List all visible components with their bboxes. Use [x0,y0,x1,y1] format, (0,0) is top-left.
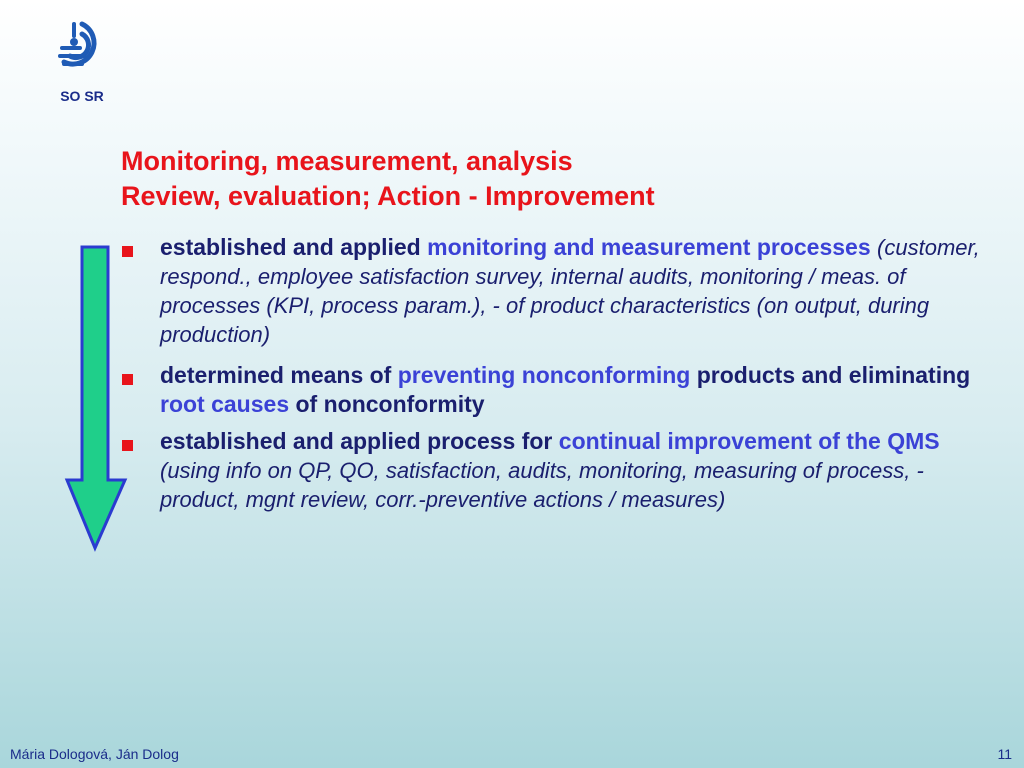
bullet-item [122,427,1002,514]
logo-text: SO SR [60,88,104,104]
bullet-square-icon [122,440,133,451]
down-arrow-icon [64,244,128,552]
slide-title [121,144,655,214]
bullet-note: (customer, respond., employee satisfaction survey, internal audits, monitoring / meas. of processes (KPI, process param.), - of product characteristics (on output, during production) [160,235,980,347]
title-line-1: Monitoring, measurement, analysis [121,146,573,176]
bullet-highlight: preventing nonconforming [397,362,691,388]
page-number: 11 [997,746,1012,762]
bullet-lead: established and applied [160,234,428,260]
so-sr-logo-icon [50,16,114,88]
bullet-square-icon [122,374,133,385]
bullet-tail: of nonconformity [289,391,485,417]
logo [50,16,114,106]
bullet-lead: determined means of [160,362,398,388]
bullet-highlight: monitoring and measurement processes [427,234,871,260]
bullet-item [122,233,1002,349]
footer-authors: Mária Dologová, Ján Dolog [10,746,179,762]
bullet-square-icon [122,246,133,257]
bullet-lead: established and applied process for [160,428,559,454]
bullet-list [122,233,1002,514]
bullet-highlight: continual improvement of the QMS [558,428,940,454]
bullet-middle: products and eliminating [690,362,971,388]
bullet-item [122,361,1002,419]
bullet-highlight-2: root causes [160,391,290,417]
bullet-note: (using info on QP, QO, satisfaction, audits, monitoring, measuring of process, - product, mgnt review, corr.-preventive actions / measures) [160,458,924,512]
title-line-2: Review, evaluation; Action - Improvement [121,181,655,211]
